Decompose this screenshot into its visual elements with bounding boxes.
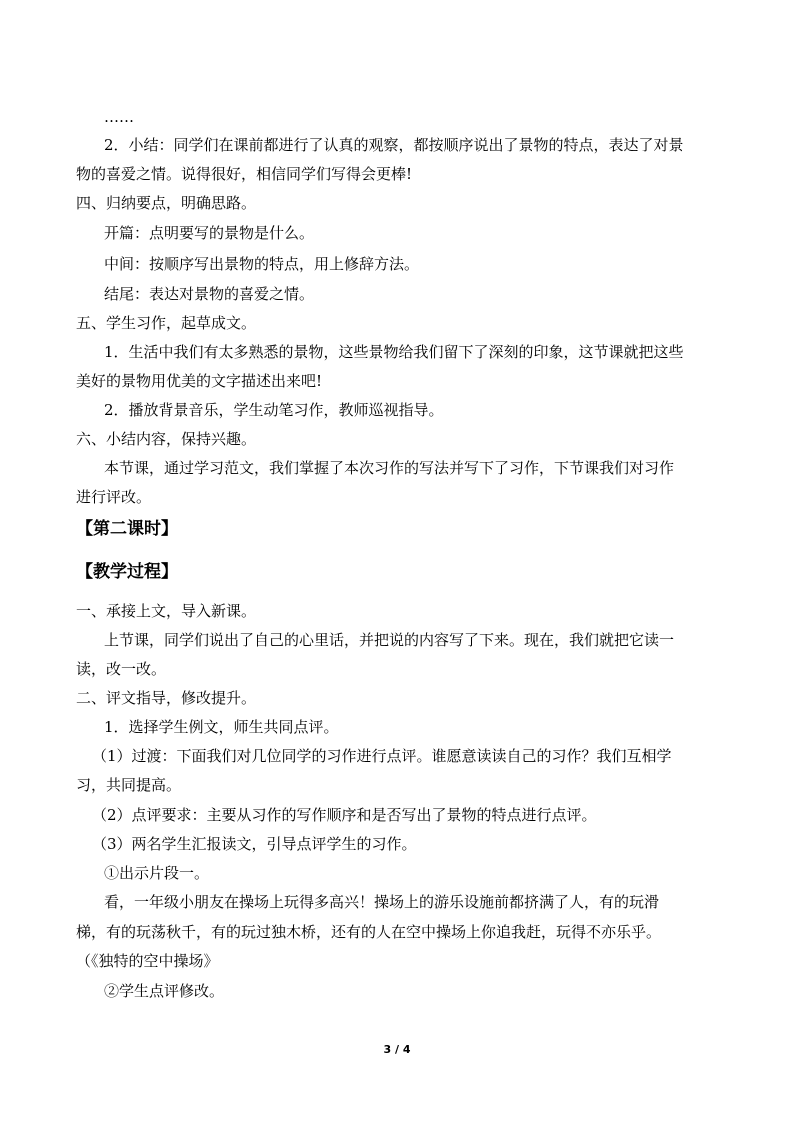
- paragraph-line: 2．播放背景音乐，学生动笔习作，教师巡视指导。: [104, 401, 444, 419]
- paragraph-line: 读，改一改。: [76, 660, 167, 678]
- paragraph-line: 中间：按顺序写出景物的特点，用上修辞方法。: [104, 255, 420, 273]
- ellipsis-line: ……: [104, 108, 134, 126]
- paragraph-line: （2）点评要求：主要从习作的写作顺序和是否写出了景物的特点进行点评。: [92, 806, 597, 824]
- paragraph-line: 1．选择学生例文，师生共同点评。: [104, 718, 339, 736]
- section-heading: 一、承接上文，导入新课。: [76, 602, 257, 620]
- paragraph-line: （《独特的空中操场》: [76, 952, 219, 970]
- paragraph-line: 梯，有的玩荡秋千，有的玩过独木桥，还有的人在空中操场上你追我赶，玩得不亦乐乎。: [76, 923, 662, 941]
- paragraph-line: 看，一年级小朋友在操场上玩得多高兴！操场上的游乐设施前都挤满了人，有的玩滑: [104, 893, 660, 911]
- paragraph-line: 上节课，同学们说出了自己的心里话，并把说的内容写了下来。现在，我们就把它读一: [104, 631, 675, 649]
- paragraph-line: 本节课，通过学习范文，我们掌握了本次习作的写法并写下了习作，下节课我们对习作: [104, 459, 675, 477]
- section-heading: 四、归纳要点，明确思路。: [76, 194, 257, 212]
- paragraph-line: ①出示片段一。: [104, 864, 210, 882]
- paragraph-line: 开篇：点明要写的景物是什么。: [104, 224, 315, 242]
- section-heading: 二、评文指导，修改提升。: [76, 689, 257, 707]
- paragraph-line: 进行评改。: [76, 488, 152, 506]
- lesson-heading: 【第二课时】: [76, 519, 178, 539]
- process-heading: 【教学过程】: [76, 562, 178, 582]
- paragraph-line: （1）过渡：下面我们对几位同学的习作进行点评。谁愿意读读自己的习作？我们互相学: [92, 747, 672, 765]
- paragraph-line: ②学生点评修改。: [104, 982, 225, 1000]
- section-heading: 六、小结内容，保持兴趣。: [76, 430, 257, 448]
- paragraph-line: 物的喜爱之情。说得很好，相信同学们写得会更棒!: [76, 165, 413, 183]
- section-heading: 五、学生习作，起草成文。: [76, 314, 257, 332]
- paragraph-line: 习，共同提高。: [76, 776, 182, 794]
- paragraph-line: 美好的景物用优美的文字描述出来吧!: [76, 372, 323, 390]
- paragraph-line: 结尾：表达对景物的喜爱之情。: [104, 285, 315, 303]
- paragraph-line: 2．小结：同学们在课前都进行了认真的观察，都按顺序说出了景物的特点，表达了对景: [104, 136, 684, 154]
- paragraph-line: （3）两名学生汇报读文，引导点评学生的习作。: [92, 835, 417, 853]
- paragraph-line: 1．生活中我们有太多熟悉的景物，这些景物给我们留下了深刻的印象，这节课就把这些: [104, 343, 684, 361]
- page-number: 3 / 4: [383, 1043, 411, 1056]
